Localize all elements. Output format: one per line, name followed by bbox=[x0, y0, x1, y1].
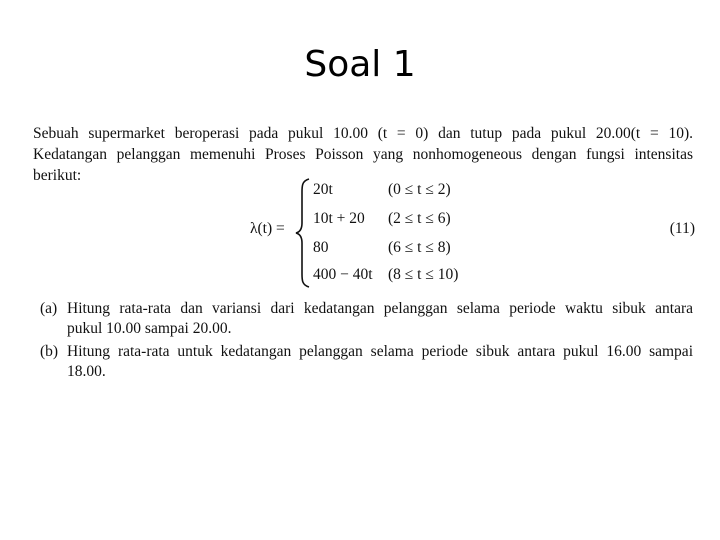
question-line: pukul 10.00 sampai 20.00. bbox=[67, 320, 232, 337]
intro-line: Kedatangan pelanggan memenuhi Proses Poisson yang nonhomogeneous dengan fungsi intensitas bbox=[33, 146, 693, 163]
equation-lhs: λ(t) = bbox=[250, 220, 285, 237]
intro-line: Sebuah supermarket beroperasi pada pukul 10.00 (t = 0) dan tutup pada pukul 20.00(t = 10). bbox=[33, 125, 693, 142]
case-condition: (0 ≤ t ≤ 2) bbox=[388, 181, 451, 198]
case-value: 20t bbox=[313, 181, 333, 198]
case-condition: (6 ≤ t ≤ 8) bbox=[388, 239, 451, 256]
case-value: 400 − 40t bbox=[313, 266, 373, 283]
intensity-function-equation bbox=[250, 176, 695, 288]
question-b bbox=[40, 342, 693, 382]
left-brace bbox=[295, 178, 311, 288]
question-line: 18.00. bbox=[67, 363, 106, 380]
slide-title: Soal 1 bbox=[304, 44, 416, 85]
intro-line: berikut: bbox=[33, 167, 82, 184]
question-line: Hitung rata-rata untuk kedatangan pelanggan selama periode sibuk antara pukul 16.00 sampai bbox=[67, 343, 693, 360]
equation-number: (11) bbox=[669, 220, 695, 237]
case-condition: (8 ≤ t ≤ 10) bbox=[388, 266, 459, 283]
question-line: Hitung rata-rata dan variansi dari kedatangan pelanggan selama periode waktu sibuk antara bbox=[67, 300, 693, 317]
case-value: 10t + 20 bbox=[313, 210, 365, 227]
case-value: 80 bbox=[313, 239, 329, 256]
question-marker: (a) bbox=[40, 300, 58, 317]
question-a bbox=[40, 299, 693, 339]
case-condition: (2 ≤ t ≤ 6) bbox=[388, 210, 451, 227]
question-marker: (b) bbox=[40, 343, 59, 360]
